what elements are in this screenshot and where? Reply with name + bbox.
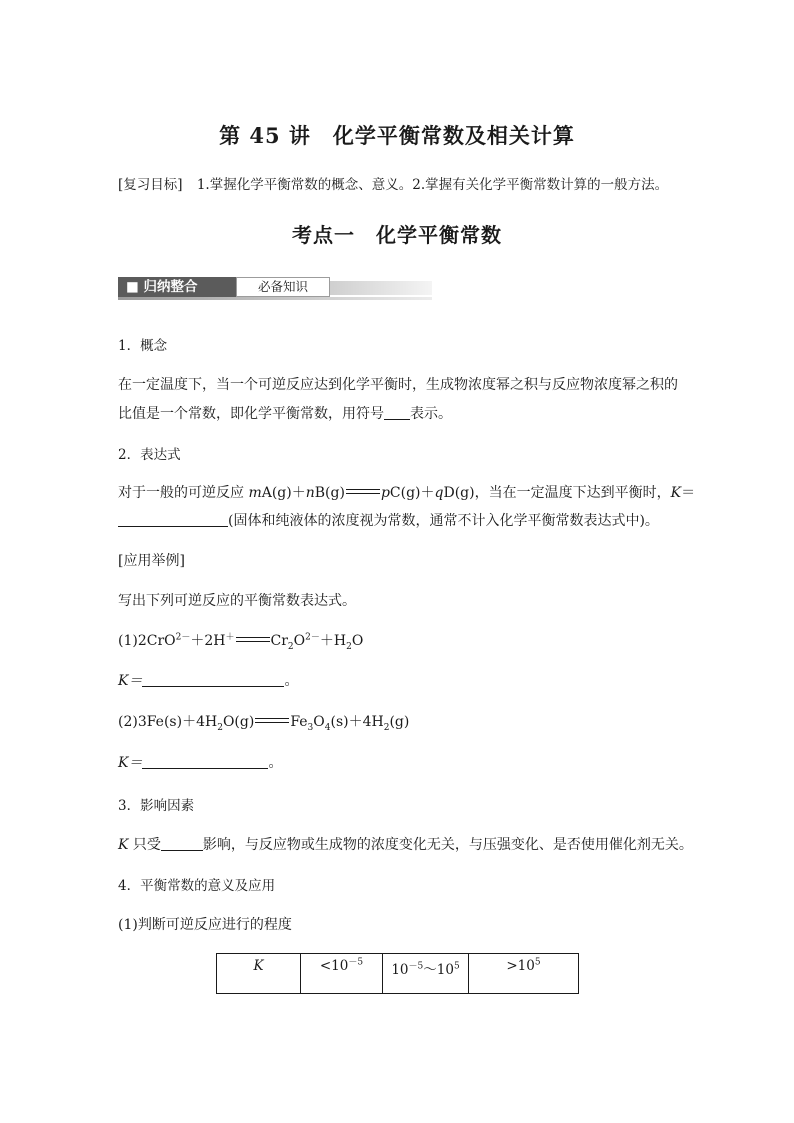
species-a: A(g)＋ [261, 485, 306, 501]
equilibrium-arrow-icon [236, 636, 270, 644]
factors-post: 影响，与反应物或生成物的浓度变化无关，与压强变化、是否使用催化剂无关。 [202, 837, 693, 853]
r1-sup1: 2－ [175, 632, 191, 643]
species-d: D(g) [443, 485, 475, 501]
section-title: 考点一 化学平衡常数 [292, 223, 502, 247]
r1-pre: (1)2CrO [118, 633, 176, 649]
section-banner [118, 277, 432, 301]
factors-text [118, 834, 693, 854]
table-cell [301, 954, 383, 994]
banner-sub-label: 必备知识 [236, 277, 330, 297]
r2-sub1: 2 [217, 722, 223, 733]
heading-expression: 2．表达式 [118, 447, 181, 463]
example-intro: 写出下列可逆反应的平衡常数表达式。 [118, 593, 356, 609]
k-answer-2 [118, 752, 282, 772]
equilibrium-arrow-icon [255, 717, 289, 725]
table-c3-base: 10 [391, 962, 409, 978]
concept-text-line1: 在一定温度下，当一个可逆反应达到化学平衡时，生成物浓度幂之积与反应物浓度幂之积的 [118, 377, 678, 393]
k-prefix: K＝ [118, 673, 143, 689]
r1-mid3: O [293, 633, 306, 649]
r2-e: (g) [389, 714, 410, 730]
r1-mid2: Cr [270, 633, 288, 649]
symbol-k: K [670, 485, 682, 501]
coef-p: p [380, 485, 390, 501]
reaction-1 [118, 630, 363, 650]
r2-pre: (2)3Fe(s)＋4H [118, 714, 218, 730]
r2-d: (s)＋4H [330, 714, 384, 730]
k-prefix: K＝ [118, 755, 143, 771]
table-cell [217, 954, 301, 994]
species-c: C(g)＋ [389, 485, 435, 501]
heading-factors: 3．影响因素 [118, 798, 195, 814]
r2-sub4: 2 [383, 722, 390, 733]
banner-underline [118, 297, 432, 300]
fill-blank[interactable] [118, 512, 228, 527]
fill-blank[interactable] [384, 405, 410, 420]
factors-pre: 只受 [128, 837, 161, 853]
table-c4-base: >10 [506, 958, 535, 974]
period: 。 [268, 755, 283, 771]
coef-q: q [434, 485, 444, 501]
subheading-degree: (1)判断可逆反应进行的程度 [118, 917, 292, 933]
k-answer-1 [118, 670, 298, 690]
table-c2-base: <10 [319, 958, 349, 974]
r1-sup2: ＋ [225, 632, 235, 643]
expr-pre: 对于一般的可逆反应 [118, 485, 249, 501]
fill-blank[interactable] [161, 836, 203, 851]
table-c3-exp1: －5 [408, 961, 424, 972]
equals-sign: ＝ [681, 485, 696, 501]
period: 。 [284, 673, 299, 689]
concept-text-line2 [118, 403, 452, 423]
r2-sub3: 4 [324, 722, 331, 733]
banner-fade [330, 281, 432, 295]
table-row [217, 954, 579, 994]
r1-sub4: 2 [346, 641, 352, 652]
banner-main-label: ■ 归纳整合 [118, 277, 236, 297]
reaction-2 [118, 711, 409, 731]
concept-text-post: 表示。 [410, 406, 452, 422]
r2-a: O(g) [222, 714, 255, 730]
symbol-k: K [118, 837, 129, 853]
review-goals [118, 173, 668, 193]
table-cell [469, 954, 579, 994]
fill-blank[interactable] [142, 754, 268, 769]
r2-c: O [313, 714, 325, 730]
table-c2-exp: －5 [348, 957, 364, 968]
table-c3-exp2: 5 [453, 961, 460, 972]
r2-b: Fe [290, 714, 308, 730]
coef-m: m [248, 485, 262, 501]
table-k: K [253, 958, 264, 974]
expression-note: (固体和纯液体的浓度视为常数，通常不计入化学平衡常数表达式中)。 [228, 513, 659, 529]
review-goals-text: 1.掌握化学平衡常数的概念、意义。2.掌握有关化学平衡常数计算的一般方法。 [196, 177, 669, 193]
r1-mid1: ＋2H [190, 633, 226, 649]
fill-blank[interactable] [142, 672, 284, 687]
equilibrium-arrow-icon [346, 488, 380, 496]
heading-concept: 1．概念 [118, 338, 168, 354]
coef-n: n [305, 485, 315, 501]
review-goals-tag: [复习目标] [118, 177, 183, 193]
r2-sub2: 3 [307, 722, 314, 733]
concept-text-pre: 比值是一个常数，即化学平衡常数，用符号 [118, 406, 384, 422]
species-b: B(g) [314, 485, 345, 501]
heading-meaning: 4．平衡常数的意义及应用 [118, 878, 276, 894]
r1-end: O [351, 633, 364, 649]
expression-line1 [118, 482, 695, 502]
k-range-table [216, 953, 579, 994]
page-title: 第 45 讲 化学平衡常数及相关计算 [219, 123, 575, 148]
expr-mid: ，当在一定温度下达到平衡时， [474, 485, 671, 501]
table-c3-mid: ～10 [423, 962, 454, 978]
example-tag: [应用举例] [118, 553, 185, 569]
r1-sub2: 2 [287, 641, 294, 652]
table-cell [383, 954, 469, 994]
expression-line2 [118, 510, 659, 530]
r1-sup3: 2－ [305, 632, 320, 643]
r1-post: ＋H [319, 633, 347, 649]
table-c4-exp: 5 [534, 957, 541, 968]
